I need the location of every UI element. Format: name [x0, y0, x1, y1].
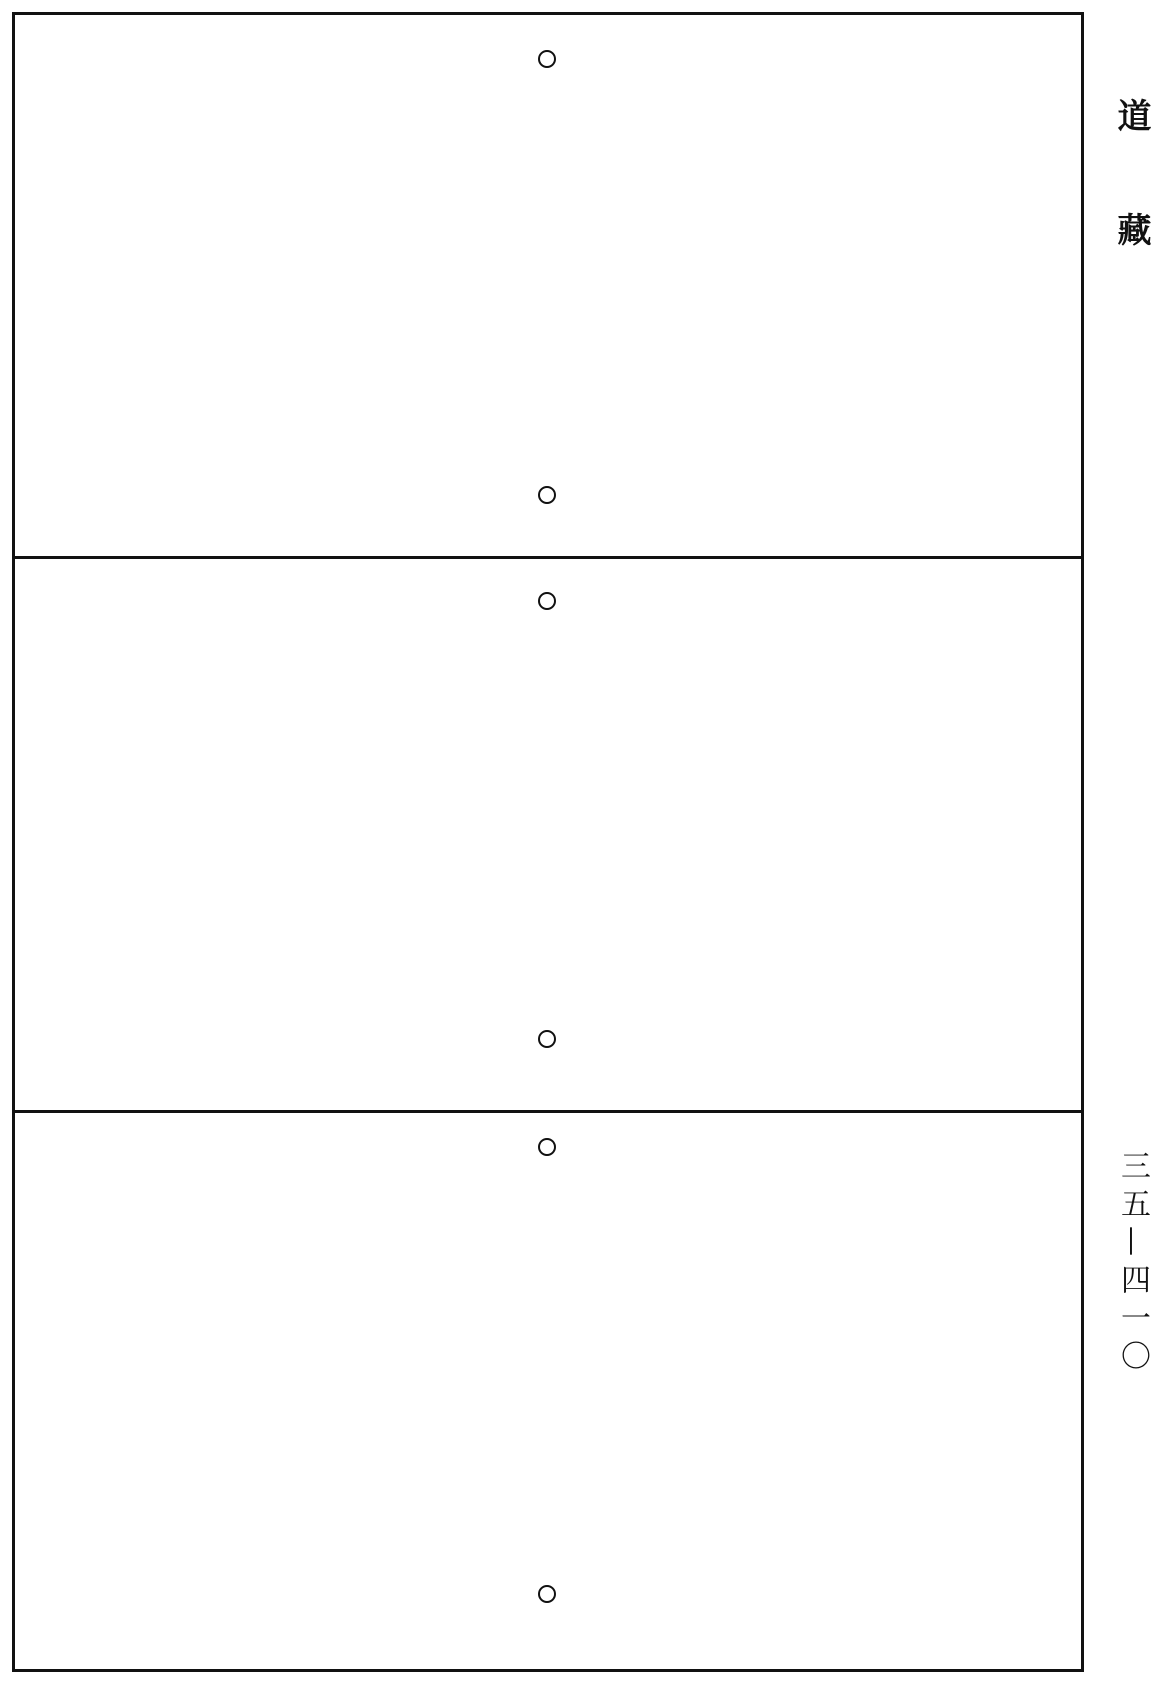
text-column: [1015, 30, 1062, 550]
text-column: [864, 1130, 912, 1660]
text-block-bottom: [20, 1130, 1076, 1660]
text-column: [714, 584, 762, 1104]
section-heading: [574, 30, 621, 550]
text-column: [264, 584, 312, 1104]
text-column: [214, 584, 262, 1104]
text-column: [1014, 584, 1062, 1104]
page-number: 三五—四一〇: [1115, 1150, 1150, 1378]
text-column: [564, 584, 612, 1104]
text-block-top: [20, 30, 1076, 550]
text-column: [264, 1130, 312, 1660]
margin-title: 道藏: [1111, 98, 1151, 326]
section-heading: [414, 1130, 462, 1660]
text-column: [475, 30, 522, 550]
text-column: [770, 30, 817, 550]
text-column: [524, 30, 571, 550]
text-column: [426, 30, 473, 550]
text-column: [864, 584, 912, 1104]
text-column: [164, 584, 212, 1104]
text-column: [414, 584, 462, 1104]
section-marker-circle: [538, 1138, 556, 1156]
text-column: [314, 584, 362, 1104]
text-column: [214, 1130, 262, 1660]
text-column: [714, 1130, 762, 1660]
text-column: [114, 1130, 162, 1660]
text-column: [164, 1130, 212, 1660]
text-column: [181, 30, 228, 550]
section-marker-circle: [538, 486, 556, 504]
text-column: [966, 30, 1013, 550]
section-heading: [230, 30, 277, 550]
section-heading: [614, 584, 662, 1104]
text-column: [814, 1130, 862, 1660]
text-column: [364, 1130, 412, 1660]
section-heading: [664, 1130, 712, 1660]
text-column: [764, 584, 812, 1104]
text-column: [614, 1130, 662, 1660]
text-column: [514, 584, 562, 1104]
section-marker-circle: [538, 592, 556, 610]
text-column: [964, 584, 1012, 1104]
text-column: [132, 30, 179, 550]
text-column: [514, 1130, 562, 1660]
text-column: [377, 30, 424, 550]
section-marker-circle: [538, 1030, 556, 1048]
text-column: [623, 30, 670, 550]
text-column: [464, 584, 512, 1104]
section-heading: [917, 30, 964, 550]
text-column: [721, 30, 768, 550]
text-column: [83, 30, 130, 550]
text-column: [564, 1130, 612, 1660]
text-column: [1014, 1130, 1062, 1660]
section-marker-circle: [538, 1585, 556, 1603]
section-heading: [364, 584, 412, 1104]
text-column: [914, 1130, 962, 1660]
text-column: [464, 1130, 512, 1660]
section-divider: [12, 556, 1084, 559]
section-divider: [12, 1110, 1084, 1113]
text-column: [279, 30, 326, 550]
text-column: [868, 30, 915, 550]
text-column: [328, 30, 375, 550]
text-column: [672, 30, 719, 550]
section-heading: [114, 584, 162, 1104]
text-column: [314, 1130, 362, 1660]
text-block-middle: [20, 584, 1076, 1104]
section-marker-circle: [538, 50, 556, 68]
text-column: [819, 30, 866, 550]
text-column: [964, 1130, 1012, 1660]
section-heading: [914, 584, 962, 1104]
text-column: [34, 30, 81, 550]
text-column: [814, 584, 862, 1104]
text-column: [664, 584, 712, 1104]
text-column: [764, 1130, 812, 1660]
